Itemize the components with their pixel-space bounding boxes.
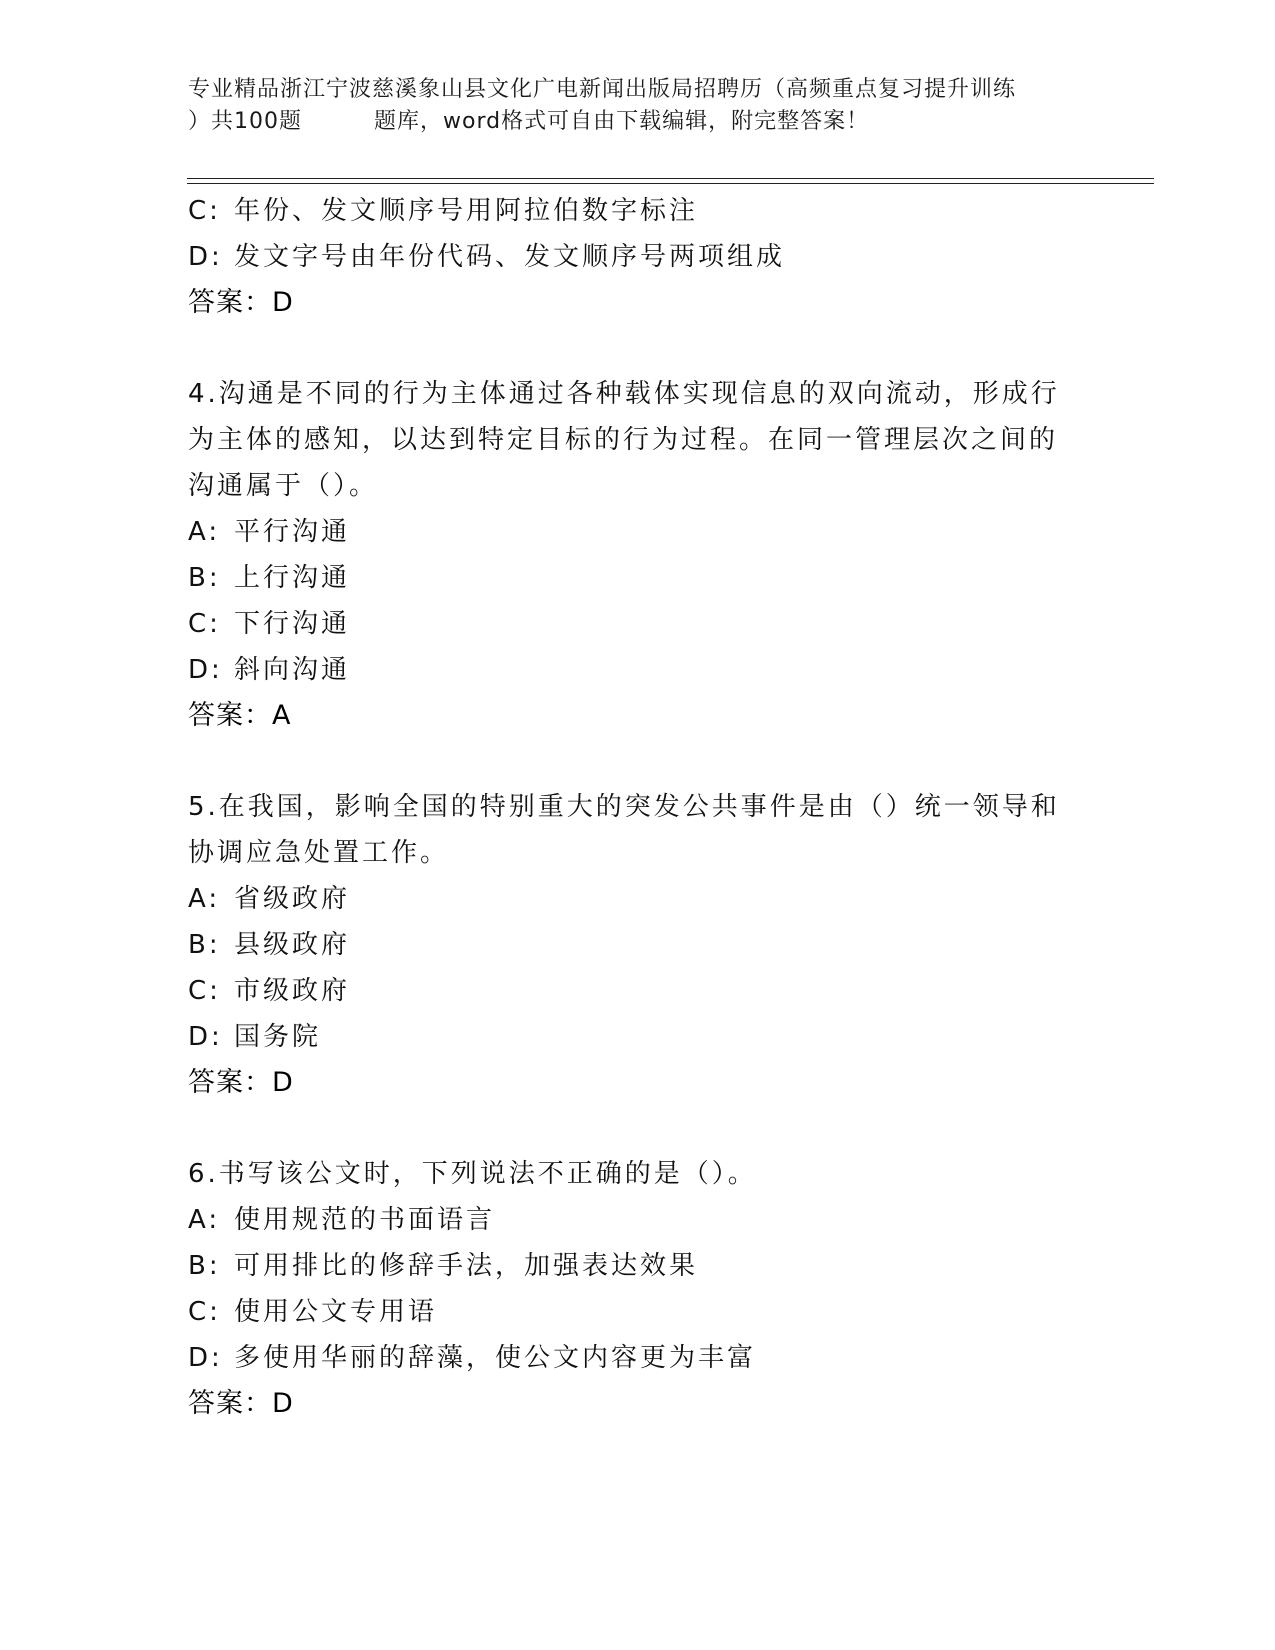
option-text: 使用规范的书面语言 <box>234 1205 496 1235</box>
option-text: 可用排比的修辞手法，加强表达效果 <box>234 1251 699 1281</box>
option-text: 上行沟通 <box>234 563 351 593</box>
document-header <box>188 74 1088 138</box>
option-key: D: <box>188 1022 223 1052</box>
question-text-line: 4.沟通是不同的行为主体通过各种载体实现信息的双向流动，形成行 <box>188 379 1060 409</box>
question-6 <box>188 1151 1088 1427</box>
question-text-line: 6.书写该公文时，下列说法不正确的是（）。 <box>188 1159 757 1189</box>
question-text-line: 协调应急处置工作。 <box>188 838 450 868</box>
answer-line: 答案：D <box>188 1388 294 1419</box>
option-key: B: <box>188 1251 221 1281</box>
option-text: 县级政府 <box>234 930 351 960</box>
option-key: C: <box>188 609 221 639</box>
answer-line: 答案：A <box>188 700 292 731</box>
option-d <box>188 234 1088 280</box>
option-text: 斜向沟通 <box>234 655 351 685</box>
option-text: 年份、发文顺序号用阿拉伯数字标注 <box>234 196 699 226</box>
header-divider-bottom <box>187 183 1154 184</box>
question-4 <box>188 371 1088 739</box>
option-c <box>188 968 1088 1014</box>
option-key: A: <box>188 884 221 914</box>
option-key: D: <box>188 1343 223 1373</box>
option-a <box>188 876 1088 922</box>
question-text-line: 为主体的感知，以达到特定目标的行为过程。在同一管理层次之间的 <box>188 425 1059 455</box>
option-key: A: <box>188 1205 221 1235</box>
option-text: 下行沟通 <box>234 609 351 639</box>
option-text: 市级政府 <box>234 976 351 1006</box>
option-text: 发文字号由年份代码、发文顺序号两项组成 <box>234 242 786 272</box>
question-3-tail <box>188 188 1088 326</box>
option-key: A: <box>188 517 221 547</box>
header-line-2 <box>188 106 1088 138</box>
header-line-2-part-1: ）共100题 <box>188 109 302 134</box>
option-c <box>188 601 1088 647</box>
header-divider-top <box>187 178 1154 179</box>
option-key: D: <box>188 655 223 685</box>
answer-line: 答案：D <box>188 287 294 318</box>
option-a <box>188 509 1088 555</box>
option-text: 使用公文专用语 <box>234 1297 438 1327</box>
option-key: C: <box>188 976 221 1006</box>
question-text-line: 5.在我国，影响全国的特别重大的突发公共事件是由（）统一领导和 <box>188 792 1060 822</box>
question-content <box>188 188 1088 1427</box>
header-line-1: 专业精品浙江宁波慈溪象山县文化广电新闻出版局招聘历（高频重点复习提升训练 <box>188 77 1017 102</box>
option-a <box>188 1197 1088 1243</box>
option-d <box>188 1014 1088 1060</box>
option-d <box>188 1335 1088 1381</box>
option-key: D: <box>188 242 223 272</box>
option-b <box>188 555 1088 601</box>
header-line-2-part-2: 题库，word格式可自由下载编辑，附完整答案！ <box>374 109 870 134</box>
option-d <box>188 647 1088 693</box>
option-c <box>188 188 1088 234</box>
option-text: 平行沟通 <box>234 517 351 547</box>
answer-line: 答案：D <box>188 1067 294 1098</box>
option-text: 多使用华丽的辞藻，使公文内容更为丰富 <box>234 1343 757 1373</box>
option-c <box>188 1289 1088 1335</box>
option-b <box>188 1243 1088 1289</box>
option-key: C: <box>188 1297 221 1327</box>
option-text: 国务院 <box>234 1022 322 1052</box>
question-text-line: 沟通属于（）。 <box>188 471 379 501</box>
option-b <box>188 922 1088 968</box>
question-5 <box>188 784 1088 1106</box>
option-key: B: <box>188 563 221 593</box>
option-key: C: <box>188 196 221 226</box>
option-key: B: <box>188 930 221 960</box>
option-text: 省级政府 <box>234 884 351 914</box>
